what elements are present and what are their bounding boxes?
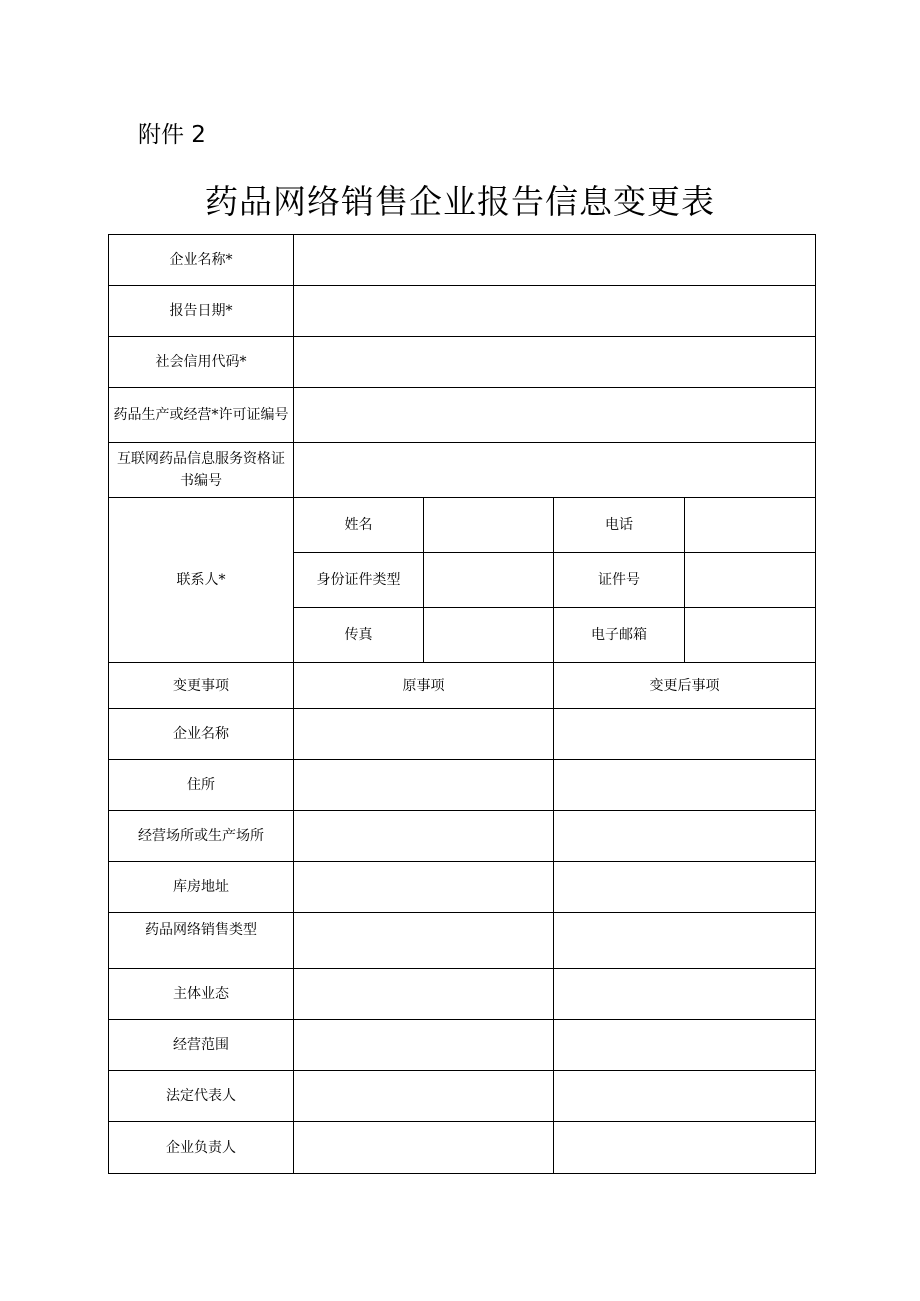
company-name-field[interactable] xyxy=(294,235,816,286)
new-value-field[interactable] xyxy=(554,913,816,969)
original-value-field[interactable] xyxy=(294,760,554,811)
credit-code-label: 社会信用代码* xyxy=(109,337,294,388)
change-item-label: 住所 xyxy=(109,760,294,811)
internet-cert-no-label: 互联网药品信息服务资格证书编号 xyxy=(109,443,294,498)
change-item-label: 企业名称 xyxy=(109,709,294,760)
original-value-field[interactable] xyxy=(294,862,554,913)
change-report-form xyxy=(108,234,816,1174)
contact-name-label: 姓名 xyxy=(294,498,424,553)
change-item-label: 主体业态 xyxy=(109,969,294,1020)
original-value-field[interactable] xyxy=(294,811,554,862)
original-item-header: 原事项 xyxy=(294,663,554,709)
original-value-field[interactable] xyxy=(294,1020,554,1071)
license-no-label: 药品生产或经营*许可证编号 xyxy=(109,388,294,443)
new-value-field[interactable] xyxy=(554,709,816,760)
report-date-field[interactable] xyxy=(294,286,816,337)
contact-phone-label: 电话 xyxy=(554,498,685,553)
new-item-header: 变更后事项 xyxy=(554,663,816,709)
contact-name-field[interactable] xyxy=(424,498,554,553)
attachment-label: 附件 2 xyxy=(138,122,206,148)
change-item-label: 经营场所或生产场所 xyxy=(109,811,294,862)
form-title: 药品网络销售企业报告信息变更表 xyxy=(205,182,715,221)
new-value-field[interactable] xyxy=(554,862,816,913)
new-value-field[interactable] xyxy=(554,1020,816,1071)
new-value-field[interactable] xyxy=(554,969,816,1020)
original-value-field[interactable] xyxy=(294,1071,554,1122)
new-value-field[interactable] xyxy=(554,760,816,811)
new-value-field[interactable] xyxy=(554,811,816,862)
original-value-field[interactable] xyxy=(294,969,554,1020)
contact-fax-field[interactable] xyxy=(424,608,554,663)
contact-id-type-field[interactable] xyxy=(424,553,554,608)
new-value-field[interactable] xyxy=(554,1122,816,1174)
report-date-label: 报告日期* xyxy=(109,286,294,337)
change-item-label: 药品网络销售类型 xyxy=(109,913,294,969)
original-value-field[interactable] xyxy=(294,709,554,760)
company-name-label: 企业名称* xyxy=(109,235,294,286)
contact-label: 联系人* xyxy=(109,498,294,663)
contact-id-no-field[interactable] xyxy=(685,553,816,608)
original-value-field[interactable] xyxy=(294,1122,554,1174)
change-item-label: 库房地址 xyxy=(109,862,294,913)
original-value-field[interactable] xyxy=(294,913,554,969)
license-no-field[interactable] xyxy=(294,388,816,443)
change-item-label: 企业负责人 xyxy=(109,1122,294,1174)
new-value-field[interactable] xyxy=(554,1071,816,1122)
contact-phone-field[interactable] xyxy=(685,498,816,553)
credit-code-field[interactable] xyxy=(294,337,816,388)
change-item-header: 变更事项 xyxy=(109,663,294,709)
contact-email-label: 电子邮箱 xyxy=(554,608,685,663)
contact-id-type-label: 身份证件类型 xyxy=(294,553,424,608)
contact-fax-label: 传真 xyxy=(294,608,424,663)
internet-cert-no-field[interactable] xyxy=(294,443,816,498)
change-item-label: 法定代表人 xyxy=(109,1071,294,1122)
contact-id-no-label: 证件号 xyxy=(554,553,685,608)
change-item-label: 经营范围 xyxy=(109,1020,294,1071)
contact-email-field[interactable] xyxy=(685,608,816,663)
